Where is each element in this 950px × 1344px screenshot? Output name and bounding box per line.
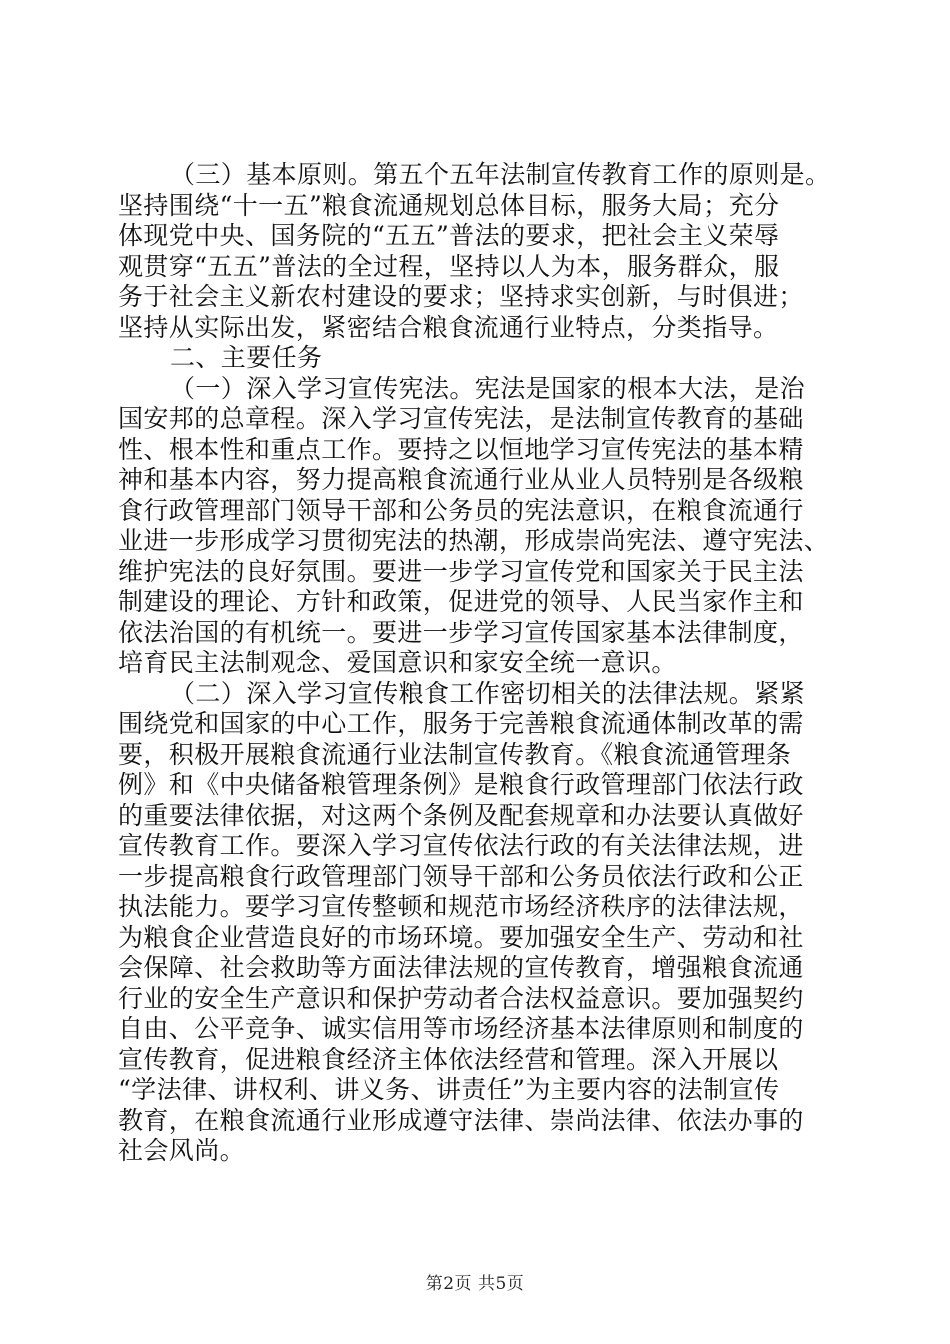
paragraph-line: 宣传教育工作。要深入学习宣传依法行政的有关法律法规，进 <box>118 831 804 860</box>
paragraph-line: 性、根本性和重点工作。要持之以恒地学习宣传宪法的基本精 <box>118 434 804 464</box>
paragraph-line: 的重要法律依据，对这两个条例及配套规章和办法要认真做好 <box>118 800 804 830</box>
section-heading: 二、主要任务 <box>170 343 323 372</box>
paragraph-line: 围绕党和国家的中心工作，服务于完善粮食流通体制改革的需 <box>118 709 804 738</box>
paragraph-line: 一步提高粮食行政管理部门领导干部和公务员依法行政和公正 <box>118 861 804 891</box>
paragraph-line: 体现党中央、国务院的“五五”普法的要求，把社会主义荣辱 <box>118 221 780 250</box>
paragraph-line: 观贯穿“五五”普法的全过程，坚持以人为本，服务群众，服 <box>118 251 780 281</box>
paragraph-line: 为粮食企业营造良好的市场环境。要加强安全生产、劳动和社 <box>118 922 804 952</box>
paragraph-line: 制建设的理论、方针和政策，促进党的领导、人民当家作主和 <box>118 587 804 616</box>
paragraph-line: （一）深入学习宣传宪法。宪法是国家的根本大法，是治 <box>170 373 806 403</box>
paragraph-line: 维护宪法的良好氛围。要进一步学习宣传党和国家关于民主法 <box>118 556 804 586</box>
paragraph-line: 务于社会主义新农村建设的要求；坚持求实创新，与时俱进； <box>118 282 804 311</box>
paragraph-line: 例》和《中央储备粮管理条例》是粮食行政管理部门依法行政 <box>118 770 804 799</box>
paragraph-line: 依法治国的有机统一。要进一步学习宣传国家基本法律制度， <box>118 617 804 647</box>
paragraph-line: 业进一步形成学习贯彻宪法的热潮，形成崇尚宪法、遵守宪法、 <box>118 526 830 555</box>
page-footer: 第2页 共5页 <box>425 1274 525 1294</box>
paragraph-line: 教育，在粮食流通行业形成遵守法律、崇尚法律、依法办事的 <box>118 1105 804 1135</box>
paragraph-line: 食行政管理部门领导干部和公务员的宪法意识，在粮食流通行 <box>118 495 804 525</box>
paragraph-line: 培育民主法制观念、爱国意识和家安全统一意识。 <box>118 648 677 677</box>
paragraph-line: 自由、公平竞争、诚实信用等市场经济基本法律原则和制度的 <box>118 1014 804 1043</box>
paragraph-line: （三）基本原则。第五个五年法制宣传教育工作的原则是。 <box>170 160 831 189</box>
paragraph-line: （二）深入学习宣传粮食工作密切相关的法律法规。紧紧 <box>170 678 806 708</box>
paragraph-line: 执法能力。要学习宣传整顿和规范市场经济秩序的法律法规， <box>118 892 804 921</box>
paragraph-line: 要，积极开展粮食流通行业法制宣传教育。《粮食流通管理条 <box>118 739 792 769</box>
paragraph-line: “学法律、讲权利、讲义务、讲责任”为主要内容的法制宣传 <box>118 1075 780 1104</box>
paragraph-line: 国安邦的总章程。深入学习宣传宪法，是法制宣传教育的基础 <box>118 404 804 433</box>
paragraph-line: 宣传教育，促进粮食经济主体依法经营和管理。深入开展以 <box>118 1044 779 1074</box>
paragraph-line: 神和基本内容，努力提高粮食流通行业从业人员特别是各级粮 <box>118 465 804 494</box>
paragraph-line: 行业的安全生产意识和保护劳动者合法权益意识。要加强契约 <box>118 983 804 1013</box>
paragraph-line: 社会风尚。 <box>118 1136 246 1165</box>
paragraph-line: 会保障、社会救助等方面法律法规的宣传教育，增强粮食流通 <box>118 953 804 982</box>
paragraph-line: 坚持围绕“十一五”粮食流通规划总体目标，服务大局；充分 <box>118 190 780 220</box>
paragraph-line: 坚持从实际出发，紧密结合粮食流通行业特点，分类指导。 <box>118 312 779 342</box>
